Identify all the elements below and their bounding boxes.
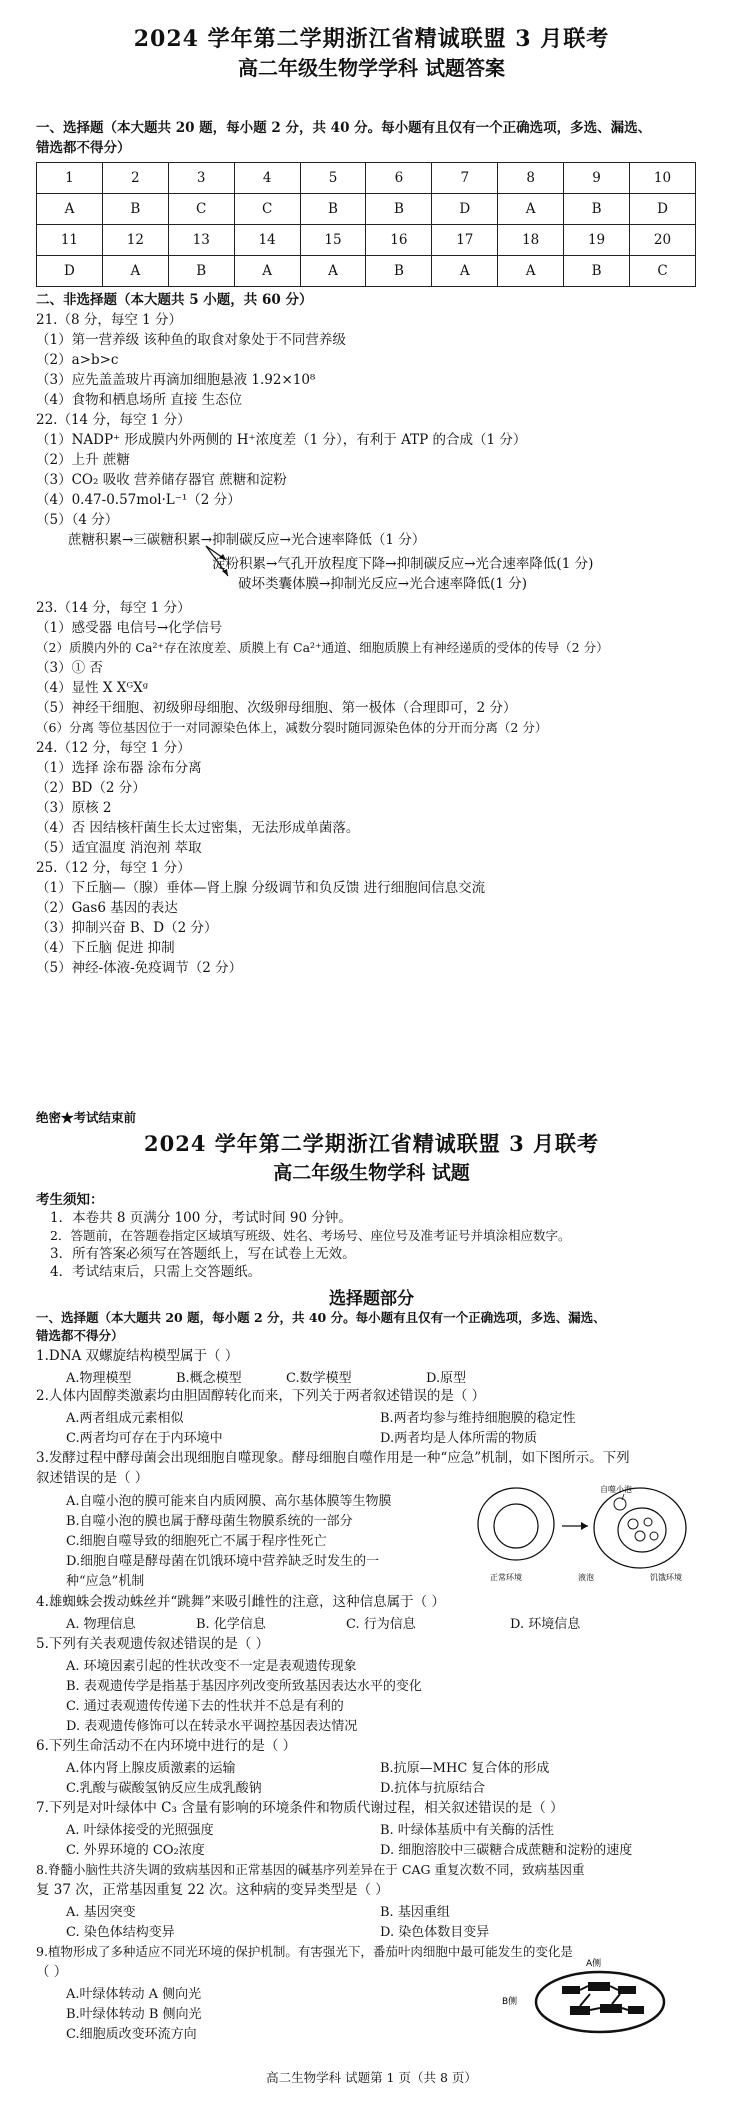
answer-row xyxy=(37,194,696,225)
q23-heading: 23.（14 分，每空 1 分） xyxy=(36,600,191,616)
granum xyxy=(618,1986,636,1994)
section-heading: 一、选择题（本大题共 20 题，每小题 2 分，共 40 分。每小题有且仅有一个正确选项，多选、漏选、 xyxy=(36,1310,606,1325)
label-side-a: A侧 xyxy=(586,1959,602,1969)
answer-cell: D xyxy=(432,194,498,225)
answer-line: （5）（4 分） xyxy=(36,512,119,528)
paper-title: 2024 学年第二学期浙江省精诚联盟 3 月联考 xyxy=(144,1131,599,1156)
question-number-row xyxy=(37,225,696,256)
q6-option-c: C.乳酸与碳酸氢钠反应生成乳酸钠 xyxy=(66,1781,262,1796)
answer-cell: A xyxy=(234,256,300,287)
question-number-cell: 3 xyxy=(168,163,234,194)
q7-option-c: C. 外界环境的 CO₂浓度 xyxy=(66,1843,205,1858)
figure-arrowhead xyxy=(581,1522,588,1530)
answer-line: （3）原核 2 xyxy=(36,800,112,816)
answer-line: （4）下丘脑 促进 抑制 xyxy=(36,940,175,956)
granum xyxy=(628,2006,644,2014)
answer-table xyxy=(36,162,696,287)
autophagosome xyxy=(650,1532,658,1540)
answer-line: （1）NADP⁺ 形成膜内外两侧的 H⁺浓度差（1 分），有利于 ATP 的合成（1 分） xyxy=(36,432,527,448)
answer-cell: A xyxy=(498,194,564,225)
flow-line-3: 破坏类囊体膜→抑制光反应→光合速率降低(1 分) xyxy=(238,576,528,592)
question-number-cell: 20 xyxy=(630,225,696,256)
question-number-cell: 10 xyxy=(630,163,696,194)
label-starved-env: 饥饿环境 xyxy=(650,1573,682,1582)
answer-cell: C xyxy=(630,256,696,287)
answer-line: （4）显性 X XᴳXᵍ xyxy=(36,680,149,696)
question-number-cell: 7 xyxy=(432,163,498,194)
autophagosome xyxy=(614,1498,626,1510)
starved-cell-outer xyxy=(594,1488,686,1568)
answer-cell: B xyxy=(564,194,630,225)
question-8-cont: 复 37 次，正常基因重复 22 次。这种病的变异类型是（ ） xyxy=(36,1882,389,1898)
question-number-cell: 15 xyxy=(300,225,366,256)
q4-option-c: C. 行为信息 xyxy=(346,1617,416,1632)
question-number-cell: 2 xyxy=(102,163,168,194)
question-paper-page xyxy=(0,1080,743,2102)
answer-cell: A xyxy=(432,256,498,287)
q2-option-d: D.两者均是人体所需的物质 xyxy=(380,1431,538,1446)
answer-line: （3）应先盖盖玻片再滴加细胞悬液 1.92×10⁸ xyxy=(36,372,316,388)
starved-cell-vacuole xyxy=(618,1508,666,1552)
question-number-row xyxy=(37,163,696,194)
q3-option-a: A.自噬小泡的膜可能来自内质网膜、高尔基体膜等生物膜 xyxy=(66,1494,392,1509)
q21-heading: 21.（8 分，每空 1 分） xyxy=(36,312,183,328)
question-number-cell: 13 xyxy=(168,225,234,256)
notice-heading: 考生须知： xyxy=(36,1192,104,1208)
label-side-b: B侧 xyxy=(502,1997,518,2007)
question-7: 7.下列是对叶绿体中 C₃ 含量有影响的环境条件和物质代谢过程，相关叙述错误的是（ ） xyxy=(36,1800,564,1816)
q7-option-a: A. 叶绿体接受的光照强度 xyxy=(66,1823,214,1838)
answer-line: （5）神经-体液-免疫调节（2 分） xyxy=(36,960,243,976)
answer-line: （2）上升 蔗糖 xyxy=(36,452,130,468)
q9-option-c: C.细胞质改变环流方向 xyxy=(66,2027,197,2042)
answer-line: （2）Gas6 基因的表达 xyxy=(36,900,178,916)
question-number-cell: 8 xyxy=(498,163,564,194)
question-number-cell: 6 xyxy=(366,163,432,194)
section1-heading: 一、选择题（本大题共 20 题，每小题 2 分，共 40 分。每小题有且仅有一个正确选项，多选、漏选、 xyxy=(36,120,652,136)
q1-option-d: D.原型 xyxy=(426,1371,467,1386)
answer-line: （2）a>b>c xyxy=(36,352,119,368)
notice-item: 4．考试结束后，只需上交答题纸。 xyxy=(50,1264,262,1280)
question-9: 9.植物形成了多种适应不同光环境的保护机制。有害强光下，番茄叶肉细胞中最可能发生的变化是 xyxy=(36,1944,573,1959)
answer-cell: B xyxy=(300,194,366,225)
q1-option-c: C.数学模型 xyxy=(286,1371,352,1386)
q8-option-c: C. 染色体结构变异 xyxy=(66,1925,175,1940)
section1-heading-cont: 错选都不得分） xyxy=(36,140,131,156)
question-number-cell: 17 xyxy=(432,225,498,256)
answer-line: （6）分离 等位基因位于一对同源染色体上，减数分裂时随同源染色体的分开而分离（2 分） xyxy=(36,720,548,735)
answer-line: （1）感受器 电信号→化学信号 xyxy=(36,620,223,636)
q5-option-d: D. 表观遗传修饰可以在转录水平调控基因表达情况 xyxy=(66,1719,358,1734)
q9-option-b: B.叶绿体转动 B 侧向光 xyxy=(66,2007,202,2022)
label-normal-env: 正常环境 xyxy=(490,1573,522,1582)
granum xyxy=(588,1982,610,1991)
q6-option-a: A.体内肾上腺皮质激素的运输 xyxy=(66,1761,236,1776)
q25-heading: 25.（12 分，每空 1 分） xyxy=(36,860,191,876)
q5-option-c: C. 通过表观遗传传递下去的性状并不总是有利的 xyxy=(66,1699,344,1714)
question-number-cell: 4 xyxy=(234,163,300,194)
q7-option-d: D. 细胞溶胶中三碳糖合成蔗糖和淀粉的速度 xyxy=(380,1843,633,1858)
q5-option-b: B. 表观遗传学是指基于基因序列改变所致基因表达水平的变化 xyxy=(66,1679,422,1694)
q3-option-d-cont: 种“应急”机制 xyxy=(66,1574,145,1589)
answer-cell: B xyxy=(102,194,168,225)
paper-subtitle: 高二年级生物学科 试题 xyxy=(273,1162,470,1184)
section2-heading: 二、非选择题（本大题共 5 小题，共 60 分） xyxy=(36,292,313,308)
answer-cell: A xyxy=(37,194,103,225)
question-6: 6.下列生命活动不在内环境中进行的是（ ） xyxy=(36,1738,297,1754)
question-number-cell: 14 xyxy=(234,225,300,256)
question-number-cell: 18 xyxy=(498,225,564,256)
answer-cell: C xyxy=(168,194,234,225)
notice-item: 3．所有答案必须写在答题纸上，写在试卷上无效。 xyxy=(50,1246,356,1262)
answer-line: （1）第一营养级 该种鱼的取食对象处于不同营养级 xyxy=(36,332,346,348)
question-number-cell: 11 xyxy=(37,225,103,256)
q6-option-b: B.抗原—MHC 复合体的形成 xyxy=(380,1761,550,1776)
q5-option-a: A. 环境因素引起的性状改变不一定是表观遗传现象 xyxy=(66,1659,357,1674)
granum xyxy=(570,2006,590,2015)
question-8: 8.脊髓小脑性共济失调的致病基因和正常基因的碱基序列差异在于 CAG 重复次数不同，致病基因重 xyxy=(36,1862,585,1877)
answer-cell: D xyxy=(37,256,103,287)
q4-option-a: A. 物理信息 xyxy=(66,1617,136,1632)
answer-title: 2024 学年第二学期浙江省精诚联盟 3 月联考 xyxy=(133,26,610,52)
question-number-cell: 19 xyxy=(564,225,630,256)
answer-line: （1）下丘脑—（腺）垂体—肾上腺 分级调节和负反馈 进行细胞间信息交流 xyxy=(36,880,486,896)
q9-option-a: A.叶绿体转动 A 侧向光 xyxy=(66,1987,202,2002)
answer-cell: A xyxy=(498,256,564,287)
q2-option-a: A.两者组成元素相似 xyxy=(66,1411,184,1426)
answer-line: （2）质膜内外的 Ca²⁺存在浓度差、质膜上有 Ca²⁺通道、细胞质膜上有神经递质的受体的传导（2 分） xyxy=(36,640,609,655)
notice-item: 2．答题前，在答题卷指定区域填写班级、姓名、考场号、座位号及准考证号并填涂相应数字。 xyxy=(50,1228,571,1243)
answer-line: （2）BD（2 分） xyxy=(36,780,146,796)
q4-option-b: B. 化学信息 xyxy=(196,1617,266,1632)
question-4: 4.雄蜘蛛会拨动蛛丝并“跳舞”来吸引雌性的注意，这种信息属于（ ） xyxy=(36,1594,445,1610)
question-2: 2.人体内固醇类激素均由胆固醇转化而来，下列关于两者叙述错误的是（ ） xyxy=(36,1388,486,1404)
question-number-cell: 16 xyxy=(366,225,432,256)
flow-line-2: 淀粉积累→气孔开放程度下降→抑制碳反应→光合速率降低(1 分) xyxy=(212,556,594,572)
q3-option-d: D.细胞自噬是酵母菌在饥饿环境中营养缺乏时发生的一 xyxy=(66,1554,380,1569)
q3-option-c: C.细胞自噬导致的细胞死亡不属于程序性死亡 xyxy=(66,1534,327,1549)
answer-line: （1）选择 涂布器 涂布分离 xyxy=(36,760,202,776)
q3-option-b: B.自噬小泡的膜也属于酵母菌生物膜系统的一部分 xyxy=(66,1514,353,1529)
answer-cell: B xyxy=(168,256,234,287)
granum xyxy=(600,2004,622,2013)
answer-line: （3）① 否 xyxy=(36,660,103,676)
answer-cell: A xyxy=(300,256,366,287)
page-footer: 高二生物学科 试题第 1 页（共 8 页） xyxy=(266,2070,477,2085)
chloroplast-envelope xyxy=(536,1972,664,2032)
q24-heading: 24.（12 分，每空 1 分） xyxy=(36,740,191,756)
q1-option-b: B.概念模型 xyxy=(176,1371,242,1386)
answer-line: （4）否 因结核杆菌生长太过密集，无法形成单菌落。 xyxy=(36,820,360,836)
autophagosome xyxy=(644,1518,652,1526)
q2-option-b: B.两者均参与维持细胞膜的稳定性 xyxy=(380,1411,576,1426)
answer-cell: D xyxy=(630,194,696,225)
question-number-cell: 9 xyxy=(564,163,630,194)
label-vacuole: 液泡 xyxy=(578,1573,594,1582)
answer-line: （5）神经干细胞、初级卵母细胞、次级卵母细胞、第一极体（合理即可，2 分） xyxy=(36,700,517,716)
granum xyxy=(562,1986,580,1994)
section-heading-cont: 错选都不得分） xyxy=(36,1328,124,1343)
q8-option-b: B. 基因重组 xyxy=(380,1905,450,1920)
question-number-cell: 5 xyxy=(300,163,366,194)
q6-option-d: D.抗体与抗原结合 xyxy=(380,1781,486,1796)
normal-cell-outer xyxy=(478,1488,554,1560)
question-3: 3.发酵过程中酵母菌会出现细胞自噬现象。酵母细胞自噬作用是一种“应急”机制，如下图所示。下列 xyxy=(36,1450,630,1466)
question-3-cont: 叙述错误的是（ ） xyxy=(36,1470,149,1486)
q1-option-a: A.物理模型 xyxy=(66,1371,132,1386)
answer-cell: B xyxy=(366,194,432,225)
question-number-cell: 1 xyxy=(37,163,103,194)
autophagy-figure xyxy=(470,1480,702,1588)
answer-line: （4）0.47-0.57mol·L⁻¹（2 分） xyxy=(36,492,241,508)
answer-subtitle: 高二年级生物学学科 试题答案 xyxy=(238,56,505,80)
secret-mark: 绝密★考试结束前 xyxy=(36,1110,137,1125)
question-9-cont: （ ） xyxy=(36,1964,68,1980)
label-autophagosome: 自噬小泡 xyxy=(600,1485,632,1494)
q8-option-a: A. 基因突变 xyxy=(66,1905,136,1920)
answer-cell: B xyxy=(366,256,432,287)
chloroplast-figure xyxy=(500,1956,680,2040)
answer-cell: A xyxy=(102,256,168,287)
answer-line: （3）抑制兴奋 B、D（2 分） xyxy=(36,920,218,936)
question-1: 1.DNA 双螺旋结构模型属于（ ） xyxy=(36,1348,239,1364)
question-number-cell: 12 xyxy=(102,225,168,256)
q7-option-b: B. 叶绿体基质中有关酶的活性 xyxy=(380,1823,554,1838)
normal-cell-vacuole xyxy=(494,1504,538,1548)
q22-heading: 22.（14 分，每空 1 分） xyxy=(36,412,191,428)
q4-option-d: D. 环境信息 xyxy=(510,1617,581,1632)
question-5: 5.下列有关表观遗传叙述错误的是（ ） xyxy=(36,1636,270,1652)
autophagosome xyxy=(635,1531,645,1541)
q2-option-c: C.两者均可存在于内环境中 xyxy=(66,1431,223,1446)
answer-cell: C xyxy=(234,194,300,225)
notice-item: 1．本卷共 8 页满分 100 分，考试时间 90 分钟。 xyxy=(50,1210,352,1226)
answer-line: （3）CO₂ 吸收 营养储存器官 蔗糖和淀粉 xyxy=(36,472,287,488)
autophagosome xyxy=(628,1519,638,1529)
part-title: 选择题部分 xyxy=(329,1289,414,1309)
answer-line: （5）适宜温度 消泡剂 萃取 xyxy=(36,840,202,856)
q8-option-d: D. 染色体数目变异 xyxy=(380,1925,490,1940)
answer-row xyxy=(37,256,696,287)
answer-cell: B xyxy=(564,256,630,287)
flow-line-1: 蔗糖积累→三碳糖积累→抑制碳反应→光合速率降低（1 分） xyxy=(68,532,426,548)
answer-line: （4）食物和栖息场所 直接 生态位 xyxy=(36,392,243,408)
